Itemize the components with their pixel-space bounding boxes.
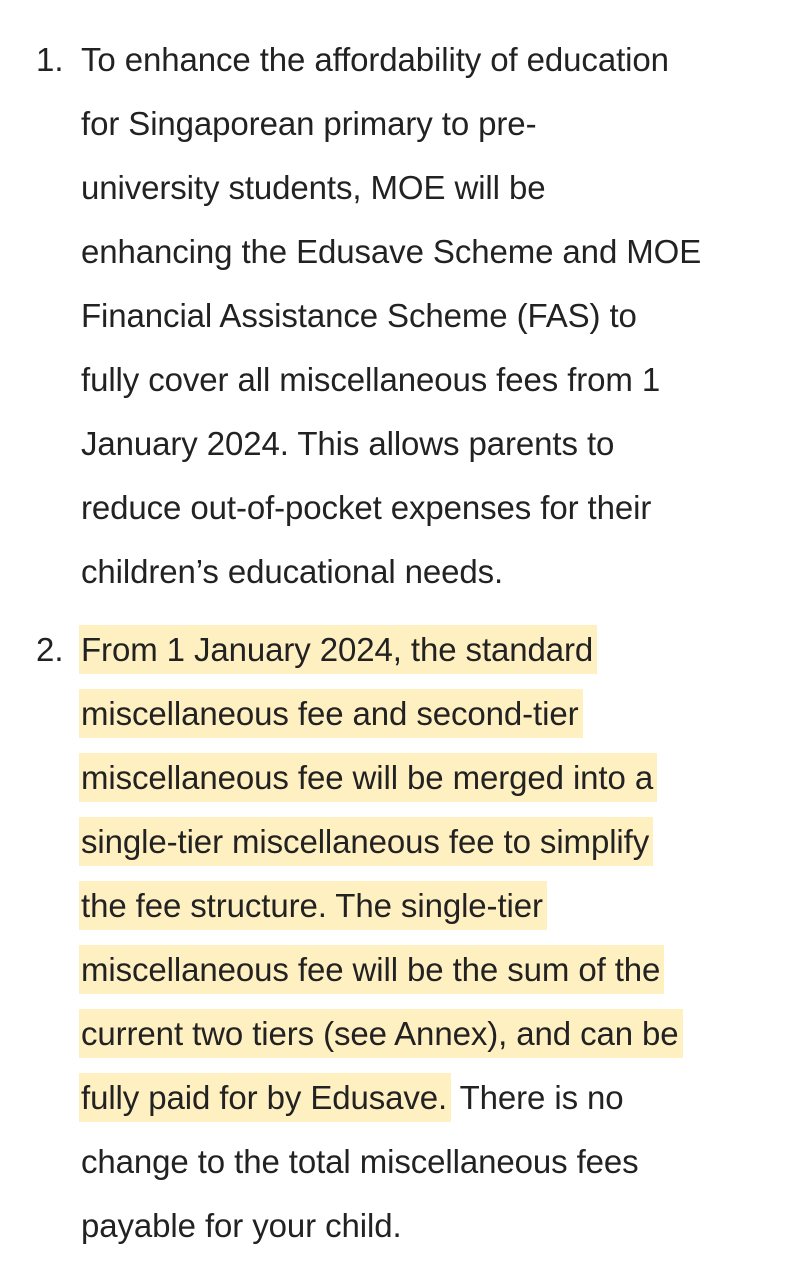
highlight: miscellaneous fee will be merged into a [79, 753, 657, 802]
text-line: To enhance the affordability of education [81, 41, 669, 78]
highlight: miscellaneous fee will be the sum of the [79, 945, 664, 994]
text-line: university students, MOE will be [81, 169, 546, 206]
text-line: change to the total miscellaneous fees [81, 1143, 639, 1180]
highlighted-line [81, 938, 664, 1002]
highlighted-line [81, 1066, 624, 1130]
list-number: 1. [36, 41, 64, 78]
text-line: January 2024. This allows parents to [81, 425, 615, 462]
list-number: 2. [36, 631, 64, 668]
text-line: enhancing the Edusave Scheme and MOE [81, 233, 702, 270]
text-after-highlight: There is no [451, 1079, 624, 1116]
highlighted-line [81, 874, 547, 938]
highlight: fully paid for by Edusave. [79, 1073, 451, 1122]
highlighted-line [81, 1002, 683, 1066]
text-line: for Singaporean primary to pre- [81, 105, 537, 142]
highlight: the fee structure. The single-tier [79, 881, 547, 930]
text-line: Financial Assistance Scheme (FAS) to [81, 297, 637, 334]
highlight: miscellaneous fee and second-tier [79, 689, 583, 738]
text-line: fully cover all miscellaneous fees from 1 [81, 361, 661, 398]
highlight: current two tiers (see Annex), and can be [79, 1009, 683, 1058]
highlighted-line [81, 746, 657, 810]
text-line: children’s educational needs. [81, 553, 504, 590]
highlighted-line [81, 618, 597, 682]
highlight: From 1 January 2024, the standard [79, 625, 597, 674]
text-line: payable for your child. [81, 1207, 402, 1244]
highlight: single-tier miscellaneous fee to simplify [79, 817, 653, 866]
highlighted-line [81, 682, 583, 746]
highlighted-line [81, 810, 653, 874]
text-line: reduce out-of-pocket expenses for their [81, 489, 652, 526]
